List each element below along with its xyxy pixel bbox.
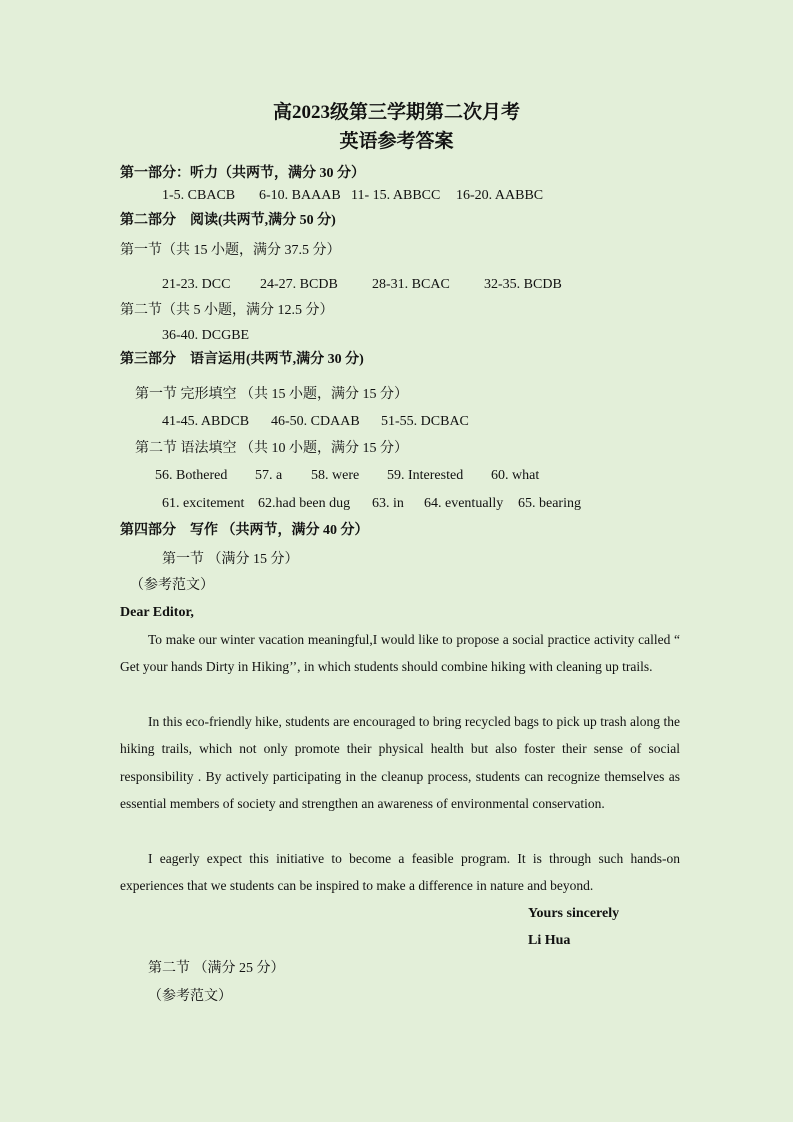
- part4-heading: 第四部分 写作 （共两节，满分 40 分）: [120, 523, 369, 538]
- part2-answer: 24-27. BCDB: [260, 277, 338, 292]
- part4-section1-heading: 第一节 （满分 15 分）: [162, 552, 299, 567]
- part1-answer: 11- 15. ABBCC: [351, 188, 441, 203]
- grammar-answer: 60. what: [491, 468, 540, 483]
- part3-answer: 41-45. ABDCB: [162, 414, 250, 429]
- part2-answer: 28-31. BCAC: [372, 277, 450, 292]
- part1-answer: 1-5. CBACB: [162, 188, 236, 203]
- letter-paragraph: In this eco-friendly hike, students are encouraged to bring recycled bags to pick up trash along the hiking trails, which not only promote their physical health but also foster their sense of social responsibility . By actively participating in the cleanup process, students can recognize themselves as essential members of society and strengthen an awareness of environmental conservation.: [120, 714, 680, 811]
- part1-heading: 第一部分：听力（共两节，满分 30 分）: [120, 166, 365, 181]
- part2-heading: 第二部分 阅读(共两节,满分 50 分): [120, 213, 336, 228]
- part3-heading: 第三部分 语言运用(共两节,满分 30 分): [120, 352, 364, 367]
- letter-salutation: Dear Editor,: [120, 605, 194, 620]
- grammar-answer: 57. a: [255, 468, 283, 483]
- grammar-answer: 61. excitement: [162, 496, 245, 511]
- letter-closing: Yours sincerely: [528, 906, 620, 921]
- grammar-answer: 58. were: [311, 468, 360, 483]
- grammar-answer: 56. Bothered: [155, 468, 228, 483]
- sample-essay-label-2: （参考范文）: [148, 989, 232, 1004]
- part2-answer: 36-40. DCGBE: [162, 328, 250, 343]
- grammar-answer: 62.had been dug: [258, 496, 351, 511]
- part3-section2-heading: 第二节 语法填空 （共 10 小题，满分 15 分）: [135, 441, 408, 456]
- grammar-answer: 65. bearing: [518, 496, 581, 511]
- part2-answer: 21-23. DCC: [162, 277, 231, 292]
- part3-answer: 46-50. CDAAB: [271, 414, 360, 429]
- part2-section2-heading: 第二节（共 5 小题，满分 12.5 分）: [120, 303, 334, 318]
- page-subtitle: 英语参考答案: [339, 131, 454, 152]
- part2-answer: 32-35. BCDB: [484, 277, 562, 292]
- part1-answer: 6-10. BAAAB: [259, 188, 341, 203]
- sample-essay-label: （参考范文）: [130, 578, 214, 593]
- part1-answer: 16-20. AABBC: [456, 188, 544, 203]
- grammar-answer: 64. eventually: [424, 496, 504, 511]
- part2-section1-heading: 第一节（共 15 小题，满分 37.5 分）: [120, 243, 341, 258]
- grammar-answer: 63. in: [372, 496, 404, 511]
- letter-signature: Li Hua: [528, 933, 571, 948]
- page-title: 高2023级第三学期第二次月考: [272, 102, 520, 123]
- part3-section1-heading: 第一节 完形填空 （共 15 小题，满分 15 分）: [135, 387, 408, 402]
- part4-section2-heading: 第二节 （满分 25 分）: [148, 961, 285, 976]
- letter-paragraph: To make our winter vacation meaningful,I would like to propose a social practice activity called “ Get your hands Dirty in Hiking’’, in which students should combine hiking with cleaning up trails.: [120, 632, 680, 675]
- letter-paragraph: I eagerly expect this initiative to become a feasible program. It is through such hands-on experiences that we students can be inspired to make a difference in nature and beyond.: [120, 851, 680, 894]
- grammar-answer: 59. Interested: [387, 468, 464, 483]
- part3-answer: 51-55. DCBAC: [381, 414, 469, 429]
